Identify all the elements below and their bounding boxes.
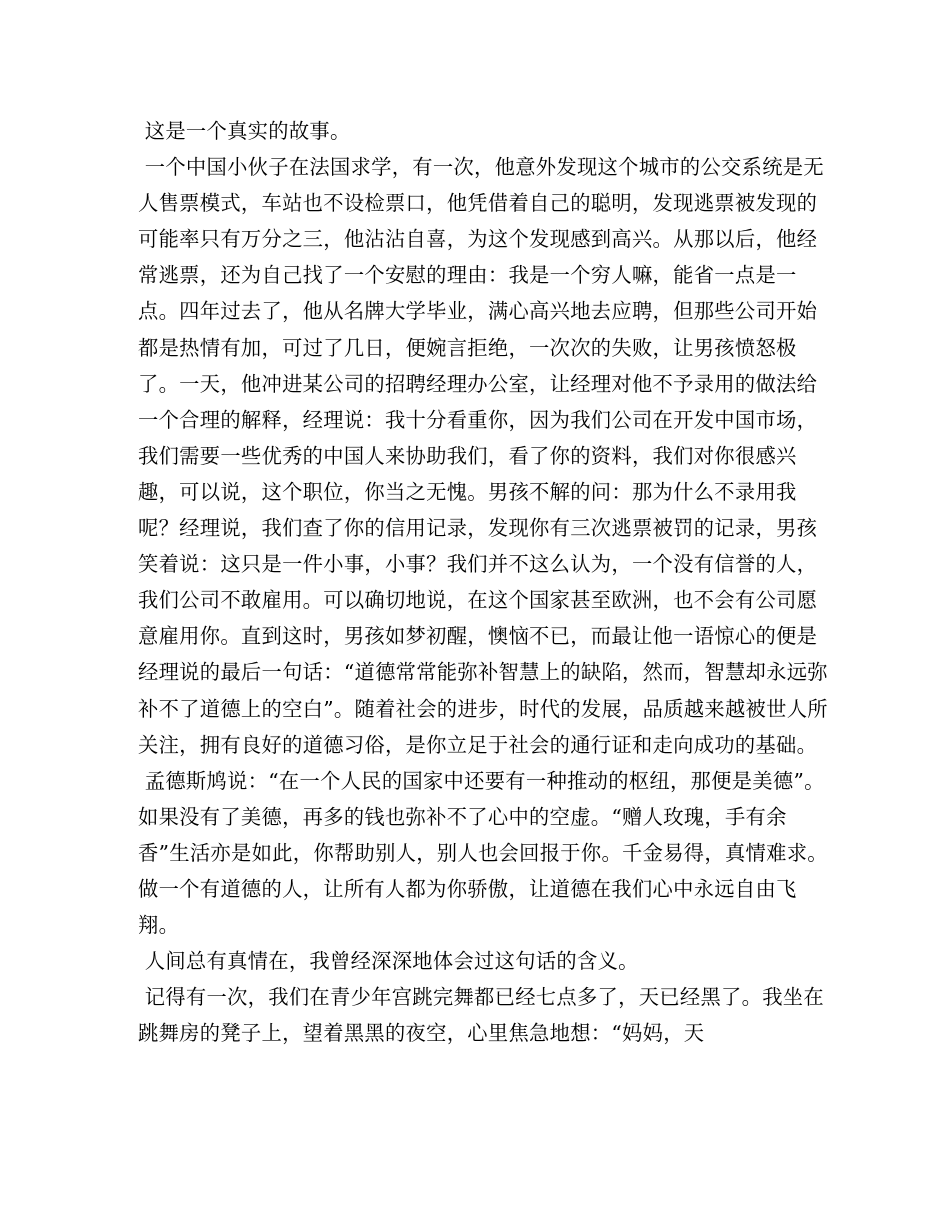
paragraph-story: 一个中国小伙子在法国求学，有一次，他意外发现这个城市的公交系统是无人售票模式，车站也不设检票口，他凭借着自己的聪明，发现逃票被发现的可能率只有万分之三，他沾沾自喜，为这个发现感到高兴。从那以后，他经常逃票，还为自己找了一个安慰的理由：我是一个穷人嘛，能省一点是一点。四年过去了，他从名牌大学毕业，满心高兴地去应聘，但那些公司开始都是热情有加，可过了几日，便婉言拒绝，一次次的失败，让男孩愤怒极了。一天，他冲进某公司的招聘经理办公室，让经理对他不予录用的做法给一个合理的解释，经理说：我十分看重你，因为我们公司在开发中国市场，我们需要一些优秀的中国人来协助我们，看了你的资料，我们对你很感兴趣，可以说，这个职位，你当之无愧。男孩不解的问：那为什么不录用我呢？经理说，我们查了你的信用记录，发现你有三次逃票被罚的记录，男孩笑着说：这只是一件小事，小事？我们并不这么认为，一个没有信誉的人，我们公司不敢雇用。可以确切地说，在这个国家甚至欧洲，也不会有公司愿意雇用你。直到这时，男孩如梦初醒，懊恼不已，而最让他一语惊心的便是经理说的最后一句话：“道德常常能弥补智慧上的缺陷，然而，智慧却永远弥补不了道德上的空白”。随着社会的进步，时代的发展，品质越来越被世人所关注，拥有良好的道德习俗，是你立足于社会的通行证和走向成功的基础。 xyxy=(138,155,828,757)
paragraph-intro: 这是一个真实的故事。 xyxy=(138,119,351,143)
paragraph-true-feelings: 人间总有真情在，我曾经深深地体会过这句话的含义。 xyxy=(138,949,639,974)
document-body xyxy=(138,113,828,1051)
paragraph-montesquieu: 孟德斯鸠说：“在一个人民的国家中还要有一种推动的枢纽，那便是美德”。如果没有了美德，再多的钱也弥补不了心中的空虚。“赠人玫瑰，手有余香”生活亦是如此，你帮助别人，别人也会回报于你。千金易得，真情难求。做一个有道德的人，让所有人都为你骄傲，让道德在我们心中永远自由飞翔。 xyxy=(138,768,828,938)
paragraph-memory: 记得有一次，我们在青少年宫跳完舞都已经七点多了，天已经黑了。我坐在跳舞房的凳子上，望着黑黑的夜空，心里焦急地想：“妈妈，天 xyxy=(138,985,824,1046)
